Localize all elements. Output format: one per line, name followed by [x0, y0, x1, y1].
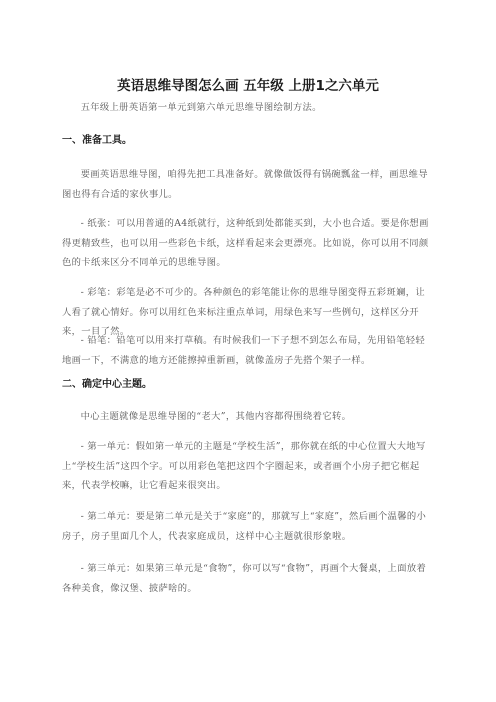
- document-title: 英语思维导图怎么画 五年级 上册1之六单元: [117, 78, 379, 94]
- intro-paragraph: 五年级上册英语第一单元到第六单元思维导图绘制方法。: [80, 102, 322, 113]
- paragraph-unit-one: - 第一单元：假如第一单元的主题是“学校生活”，那你就在纸的中心位置大大地写上“学校生活”这四个字。可以用彩色笔把这四个字圈起来，或者画个小房子把它框起来，代表学校嘛，让它看起来很突出。: [62, 441, 426, 491]
- paragraph-unit-two: - 第二单元：要是第二单元是关于“家庭”的，那就写上“家庭”，然后画个温馨的小房子，房子里面几个人，代表家庭成员，这样中心主题就很形象啦。: [62, 511, 427, 542]
- section-heading-central-topic: 二、确定中心主题。: [62, 379, 152, 390]
- paragraph-central-topic-intro: 中心主题就像是思维导图的“老大”，其他内容都得围绕着它转。: [80, 411, 352, 422]
- paragraph-unit-three: - 第三单元：如果第三单元是“食物”，你可以写“食物”，再画个大餐桌，上面放着各种美食，像汉堡、披萨啥的。: [62, 563, 427, 594]
- paragraph-pencil: - 铅笔：铅笔可以用来打草稿。有时候我们一下子想不到怎么布局，先用铅笔轻轻地画一下，不满意的地方还能擦掉重新画，就像盖房子先搭个架子一样。: [62, 335, 426, 366]
- section-heading-tools: 一、准备工具。: [62, 135, 132, 146]
- paragraph-color-pens: - 彩笔：彩笔是必不可少的。各种颜色的彩笔能让你的思维导图变得五彩斑斓，让人看了就心情好。你可以用红色来标注重点单词，用绿色来写一些例句，这样区分开来，一目了然。: [62, 287, 426, 337]
- paragraph-tools-intro: 要画英语思维导图，咱得先把工具准备好。就像做饭得有锅碗瓢盆一样，画思维导图也得有合适的家伙事儿。: [62, 169, 428, 200]
- paragraph-paper: - 纸张：可以用普通的A4纸就行，这种纸到处都能买到，大小也合适。要是你想画得更精致些，也可以用一些彩色卡纸，这样看起来会更漂亮。比如说，你可以用不同颜色的卡纸来区分不同单元的思维导图。: [62, 218, 429, 268]
